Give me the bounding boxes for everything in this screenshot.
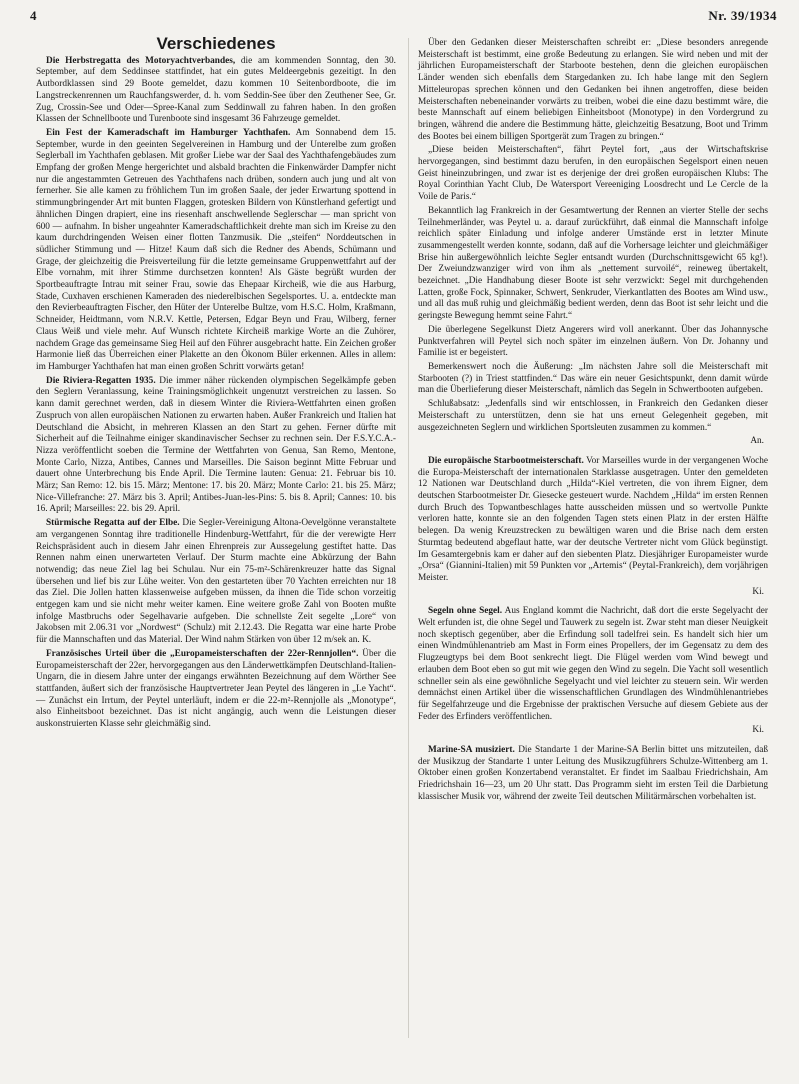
article-text: Am Sonnabend dem 15. September, wurde in den geeinten Segelvereinen in Hamburg und der Unterelbe zum großen Seglerball im Yachthafen geblasen. Mit großer Liebe war der Saal des Yachthafengebäudes zum Empfang der großen Menge hergerichtet und alsbald brachten die Finkenwärder Dampfer nicht nur die angestammten Getreuen des Yachthafens nach drüben, sondern auch jung und alt von fernerher. Sie alle kamen zu fröhlichem Tun im großen Saale, der jeder Erwartung spottend in stimmungbringender Art mit bunten Flaggen, grotesken Bildern von Künstlerhand gefertigt und ähnlichen Dingen drapiert, eine ins riesenhaft anschwellende Seglerschar — man spricht von 600 — aufnahm. In bisher ungeahnter Kameradschaftlichkeit drehte man sich im Kreise zu den kaum durchdringenden Weisen einer flotten Tanzmusik. Die „steifen“ Norddeutschen in südlicher Stimmung und — Hitze! Kaum daß sich die Redner des Abends, Schümann und Grage, der gleichzeitig die Preisverteilung für die letzte gemeinsame Gruppenwettfahrt auf der Elbe vornahm, mit ihrer Stimme durchsetzen konnten! Als Gäste begrüßt wurden der Sportbeauftragte Intrau mit seiner Frau, sowie das Ehepaar Kircheiß, wie die aus Harburg, Stade, Cuxhaven erschienen Kameraden des niederelbischen Segelsportes. U. a. entdeckte man den Revierbeauftragten Fischer, den Hüter der Unterelbe Bultze, vom H.S.C. Holm, Kraßmann, Schneider, Heidtmann, vom N.R.V. Kettle, Petersen, Edgar Beyn und Frau, Wilberg, ferner Claus Weiß und viele mehr. Auf Wunsch richtete Kircheiß markige Worte an die Zuhörer, nachdem Grage das gemeinsame Sieg Heil auf den Führer ausgebracht hatte. Ein Zeichen großer Harmonie ließ das Überreichen einer Plakette an den Ökonom Büler erkennen. Alles in allem: im Hamburger Yachthafen hat man einen großen Schritt vorwärts getan!	[36, 127, 397, 372]
article-riviera	[36, 376, 396, 516]
article-kameradschaft	[36, 128, 396, 374]
article-heading: Die Riviera-Regatten 1935.	[46, 375, 156, 386]
article-starboot	[418, 456, 768, 585]
article-heading: Stürmische Regatta auf der Elbe.	[46, 518, 180, 529]
page-number: 4	[30, 8, 37, 23]
paragraph: Über den Gedanken dieser Meisterschaften schreibt er: „Diese besonders anregende Meisterschaft ist bestimmt, eine große Bedeutung zu erlangen. Sie wird neben und mit der jährlichen Europameisterschaft der Starboote bestehen, denn die gleichen europäischen Länder wenden sich ebenfalls dem Stargedanken zu. Ich habe lange mit den Seglern Mitteleuropas sprechen können und den Gedanken bei ihnen angetroffen, diese beiden Meisterschaften nebeneinander vorwärts zu treiben, wobei die eine dazu bestimmt wäre, die beste Mannschaft auf einem beliebigen Einheitsboot (Monotype) in den Vordergrund zu bringen, während die andere die Bestimmung hätte, gleichzeitig Besatzung, Boot und Trimm des Bootes bei einem billigen Sportgerät zum Tragen zu bringen.“	[418, 38, 768, 142]
article-text: Die Standarte 1 der Marine-SA Berlin bittet uns mitzuteilen, daß der Musikzug der Standarte 1 unter Leitung des Musikzugführers Schulze-Wittenberg am 1. Oktober einen großen Konzertabend veranstaltet. Er findet im Saalbau Friedrichshain, Am Friedrichshain 16—23, um 20 Uhr statt. Das Programm sieht im ersten Teil die Darbietung klassischer Musik vor, während der zweite Teil deutschen Militärmärschen vorbehalten ist.	[418, 745, 768, 802]
article-signature: Ki.	[752, 586, 764, 597]
article-heading: Marine-SA musiziert.	[428, 745, 515, 756]
article-stuermische-regatta	[36, 518, 396, 647]
article-heading: Französisches Urteil über die „Europameisterschaften der 22er-Rennjollen“.	[46, 648, 359, 659]
article-signature: Ki.	[752, 725, 764, 736]
paragraph: Schlußabsatz: „Jedenfalls sind wir entschlossen, in Frankreich den Gedanken dieser Meisterschaft zu unterstützen, denn sie hat uns erneut Gelegenheit gegeben, mit ausgezeichneten Seglern und wirklichen Sportsleuten zusammen zu kommen.“	[418, 399, 768, 433]
article-franzoesisches-urteil	[36, 649, 396, 731]
article-marine-sa	[418, 745, 768, 804]
article-text: Über die Europameisterschaft der 22er, hervorgegangen aus den Länderwettkämpfen Deutschland-Italien-Ungarn, die in diesem Jahre unter der eingangs erwähnten Bezeichnung auf dem Wörther See stattfanden, äußert sich der französische Hauptvertreter Jean Peytel des längeren in „Le Yacht“. — Zunächst ein Irrtum, der Peytel unterläuft, indem er die 22-m²-Rennjolle als „Monotype“, also Einheitsboot bezeichnet. Das ist nicht angängig, auch wenn die Leistungen dieser auskonstruierten Klasse sehr gleichmäßig sind.	[36, 648, 396, 730]
article-heading: Ein Fest der Kameradschaft im Hamburger Yachthafen.	[46, 127, 291, 138]
article-heading: Segeln ohne Segel.	[428, 606, 503, 617]
article-herbstregatta	[36, 56, 396, 126]
article-heading: Die Herbstregatta des Motoryachtverbandes,	[46, 55, 236, 66]
article-signature: An.	[750, 436, 764, 447]
article-text: Aus England kommt die Nachricht, daß dort die erste Segelyacht der Welt erfunden ist, die ohne Segel und Tauwerk zu segeln ist. Zwar steht man dieser Neuigkeit noch skeptisch gegenüber, aber die Erfindung soll tadelfrei sein. Es handelt sich hier um einen Windmühlenantrieb am Mast in Form eines Propellers, der im Gegensatz zu dem des Flugzeugtyps bei dem Boot senkrecht liegt. Die Flügel werden vom Wind bewegt und erlauben dem Boot eben so gut mit wie gegen den Wind zu segeln. Die Yacht soll wesentlich schneller sein als eine gewöhnliche Segelyacht und viel leichter zu steuern sein. Wir werden demnächst einen Artikel über die wissenschaftlichen Grundlagen des Windmühlenantriebes für Segelfahrzeuge und die Ergebnisse der praktischen Versuche auf diesem Gebiete aus der Feder des Erfinders veröffentlichen.	[418, 606, 768, 722]
column-divider	[408, 38, 409, 1038]
article-text: die am kommenden Sonntag, den 30. September, auf dem Seddinsee stattfindet, hat ein gutes Meldeergebnis gezeitigt. In den Autbordklassen sind 29 Boote gemeldet, dazu kommen 10 Seitenbordboote, die im Langstreckenrennen um Rauchfangswerder, d. h. vom Seddin-See über den Zeuthener See, Gr. Zug, Crossin-See und Oder—Spree-Kanal zum Seddinwall zu fahren haben. In den großen Klassen der Schnellboote und Turenboote sind insgesamt 36 Fahrzeuge gemeldet.	[36, 55, 396, 125]
right-column	[418, 38, 768, 806]
article-text: Vor Marseilles wurde in der vergangenen Woche die Europa-Meisterschaft der internationalen Starklasse ausgetragen. Unter den gemeldeten 12 Nationen war Deutschland durch „Hilda“-Kiel vertreten, die von ihrem Eigner, dem deutschen Starbootmeister Dr. Giesecke gesteuert wurde. Nachdem „Hilda“ im ersten Rennen durch Bruch des Topwantbeschlages hatte ausscheiden müssen und so wertvolle Punkte verloren hatte, konnte sie an den folgenden Tagen stets einen Platz in der ersten Hälfte belegen. Da wenig Kreuzstrecken zu bewältigen waren und die Brise nach dem ersten Sturmtag bedeutend abgeflaut hatte, war der deutsche Vertreter nicht vom Glück begünstigt. Im Gesamtergebnis kam er daher auf den siebenten Platz. Diesjähriger Europameister wurde „Orsa“ (Giannini-Italien) mit 59 Punkten vor „Artemis“ (Peytal-Frankreich), dem vorjährigen Meister.	[418, 455, 768, 583]
paragraph: Bemerkenswert noch die Äußerung: „Im nächsten Jahre soll die Meisterschaft mit Starbooten (?) in Triest stattfinden.“ Das wäre ein neuer Gesichtspunkt, denn damit würde man die Überlieferung dieser Meisterschaft, nämlich das Segeln in Schwertbooten aufgeben.	[418, 361, 768, 396]
article-heading: Die europäische Starbootmeisterschaft.	[428, 455, 584, 466]
issue-number: Nr. 39/1934	[708, 8, 777, 23]
paragraph: „Diese beiden Meisterschaften“, fährt Peytel fort, „aus der Wirtschaftskrise hervorgegangen, sind bestimmt dazu berufen, in den europäischen Segelsport einen neuen Geist hineinzubringen, und zwar ist es derjenige der drei großen europäischen Klubs: The Royal Corinthian Yacht Club, De Watersport Vereeniging Loosdrecht und Le Cercle de la Voile de Paris.“	[418, 145, 768, 203]
paragraph: Bekanntlich lag Frankreich in der Gesamtwertung der Rennen an vierter Stelle der sechs Teilnehmerländer, was Peytel u. a. darauf zurückführt, daß einmal die Mannschaft infolge reichlich später Einladung und infolge anderer Umstände erst in letzter Minute zusammengestellt werden konnte, sodann, daß auf die Vorhersage leichter und gleichmäßiger Brise hin außergewöhnlich leichte Segler entsandt wurden (Durchschnittsgewicht 65 kg!). Der Zweiundzwanziger wird von ihm als „nettement survoilé“, reineweg übertakelt, bezeichnet. „Die Handhabung dieser Boote ist sehr verzwickt: Segel mit durchgehenden Latten, große Fock, Spinnaker, Schwert, Senkruder, Vierkantlatten des Bootes am Wind usw., und all das muß ruhig und gleichmäßig bedient werden, denn das Boot ist sehr leicht und die geringste Bewegung hemmt seine Fahrt.“	[418, 205, 768, 322]
article-signature: K.	[362, 635, 372, 646]
article-segeln-ohne-segel	[418, 606, 768, 723]
article-text: Die immer näher rückenden olympischen Segelkämpfe geben den Seglern Veranlassung, keine Trainingsmöglichkeit ungenutzt verstreichen zu lassen. So kann damit gerechnet werden, daß in diesem Winter die Riviera-Wettfahrten einen großen Zuspruch von allen europäischen Nationen zu erwarten haben. Außer Frankreich und Italien hat Deutschland die Absicht, in mehreren Klassen an den Start zu gehen. Ferner dürfte mit Sicherheit auf die Teilnahme einiger skandinavischer Sechser zu rechnen sein. Der F.S.Y.C.A.-Nizza veröffentlicht soeben die Termine der Wettfahrten von Genua, San Remo, Mentone, Monte Carlo, Nizza, Antibes, Cannes und Marseilles. Die Saison beginnt Mitte Februar und dauert ohne Unterbrechung bis Ende April. Die Termine lauten: Genua: 21. Februar bis 10. März; San Remo: 12. bis 15. März; Mentone: 17. bis 20. März; Monte Carlo: 21. bis 25. März; Nice-Villefranche: 27. März bis 3. April; Antibes-Juan-les-Pins: 5. bis 8. April; Cannes: 10. bis 16. April; Marseilles: 22. bis 29. April.	[36, 375, 396, 515]
article-text: Die Segler-Vereinigung Altona-Oevelgönne veranstaltete am vergangenen Sonntag ihre traditionelle Hindenburg-Wettfahrt, für die der verewigte Herr Reichspräsident auch in diesem Jahr einen Ehrenpreis zur Aussegelung gestiftet hatte. Das Rennen nahm einen unerwarteten Verlauf. Der Sturm machte eine Abkürzung der Bahn notwendig; das neue Ziel lag bei Schulau. Nur ein 75-m²-Schärenkreuzer hatte das Signal übersehen und lief bis zur Lühe weiter. Von den gestarteten über 70 Yachten erreichten nur 18 das Ziel. Die Jollen hatten klassenweise aufgeben müssen, da ihnen die Tide schon vorzeitig entgegen kam und sie nicht mehr weiter kamen. Eine weitere große Zahl von Booten mußte infolge Mastbruchs oder Segelhavarie aufgeben. Die schnellste Zeit segelte „Lore“ von Jakobsen mit 2.06.31 vor „Nordwest“ (Schulz) mit 2.12.43. Die Regatta war eine harte Probe für die Mannschaften und das Material. Der Wind nahm Stärken von über 12 m/sek an.	[36, 518, 396, 646]
section-title: Verschiedenes	[156, 34, 276, 53]
paragraph: Die überlegene Segelkunst Dietz Angerers wird voll anerkannt. Über das Johannysche Punktverfahren will Peytel sich noch später im einzelnen äußern. Von Dr. Johanny und Familie ist er begeistert.	[418, 324, 768, 359]
left-column	[36, 34, 397, 733]
